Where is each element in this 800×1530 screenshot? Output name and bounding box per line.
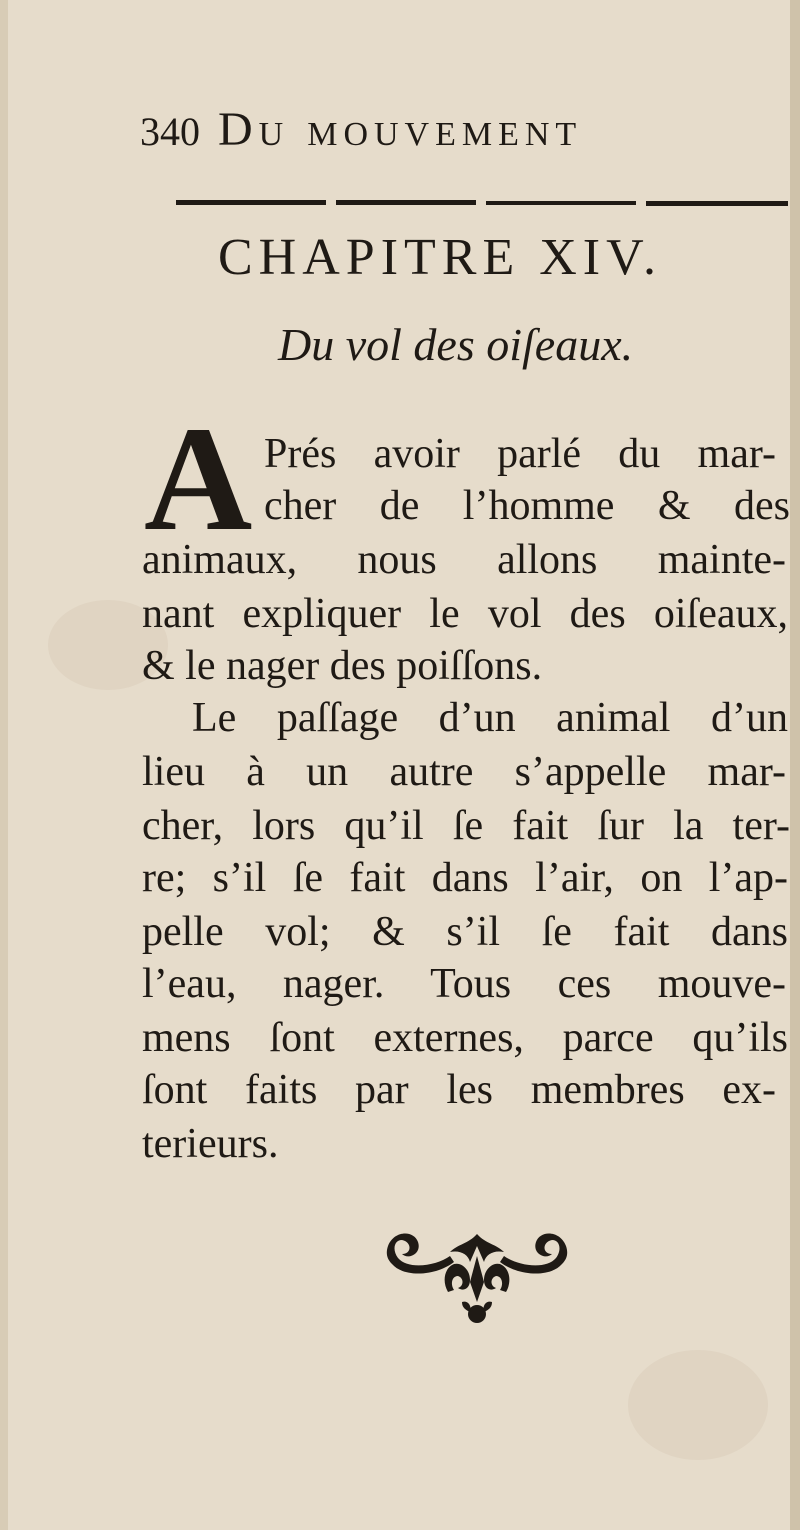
text-line: Prés avoir parlé du mar- [264,431,776,477]
text-line: cher de l’homme & des [264,483,790,529]
text-line: & le nager des poiſſons. [142,643,543,689]
running-head [140,102,760,162]
chapter-subtitle: Du vol des oiſeaux. [278,319,634,370]
chapter-title: CHAPITRE XIV. [218,229,662,286]
text-line: pelle vol; & s’il ſe fait dans [142,909,788,955]
fleuron-ornament-icon [384,1226,570,1328]
text-line: cher, lors qu’il ſe fait ſur la ter- [142,803,790,849]
text-line: nant expliquer le vol des oiſeaux, [142,591,788,637]
running-head-title: Du mouvement [218,103,583,156]
text-line: lieu à un autre s’appelle mar- [142,749,786,795]
text-line: mens ſont externes, parce qu’ils [142,1015,788,1061]
text-line: Le paſſage d’un animal d’un [192,695,788,741]
text-line: re; s’il ſe fait dans l’air, on l’ap- [142,855,788,901]
text-line: terieurs. [142,1121,279,1167]
drop-cap: A [144,396,253,562]
text-line: ſont faits par les membres ex- [142,1067,776,1113]
paper-stain [628,1350,768,1460]
text-line: l’eau, nager. Tous ces mouve- [142,961,786,1007]
header-rule [176,198,788,208]
text-line: animaux, nous allons mainte- [142,537,786,583]
page-number: 340 [140,109,200,154]
